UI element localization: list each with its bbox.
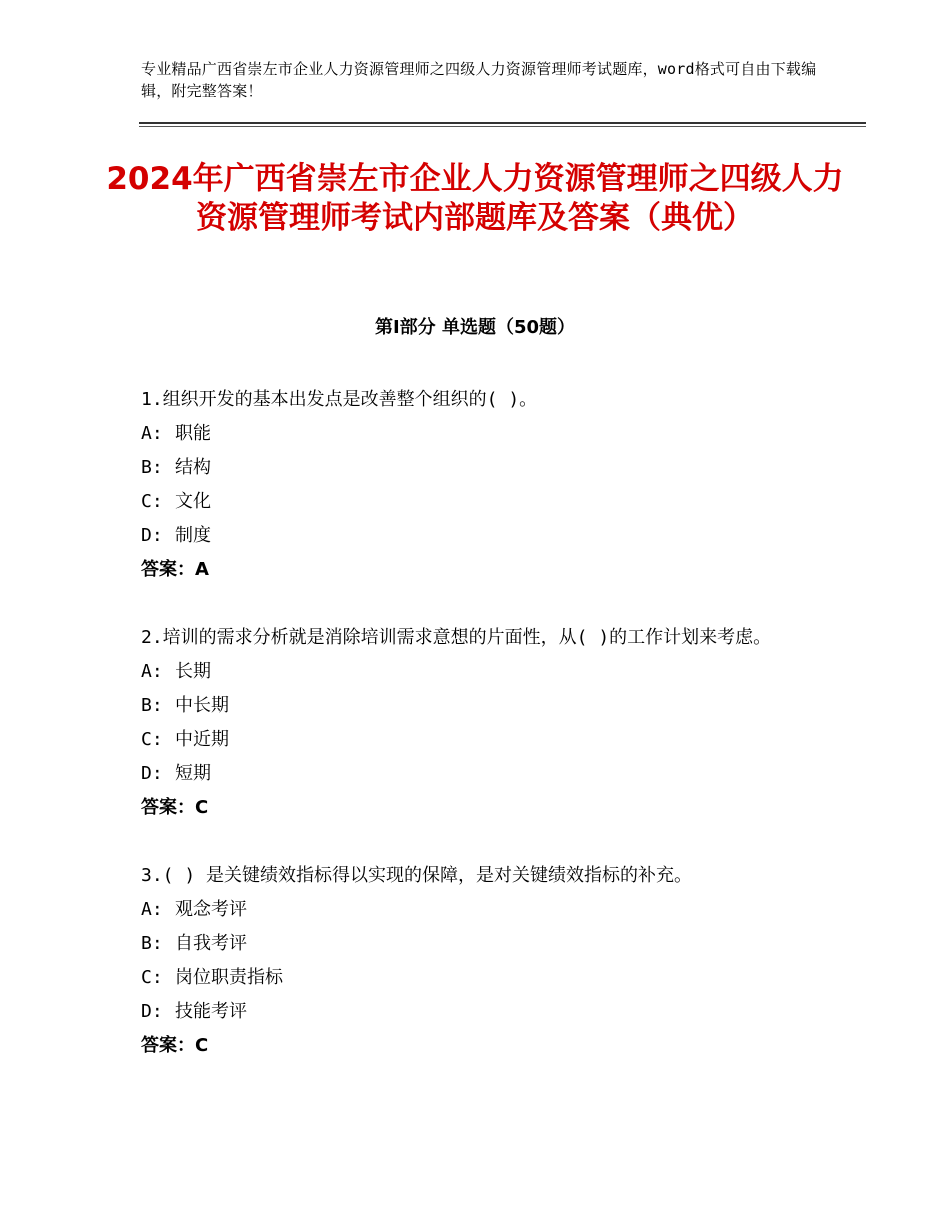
option-letter: B: bbox=[141, 457, 163, 478]
option-text: 技能考评 bbox=[175, 1001, 247, 1022]
option-letter: A: bbox=[141, 899, 163, 920]
option-letter: B: bbox=[141, 933, 163, 954]
option-text: 中长期 bbox=[175, 695, 229, 716]
option-b bbox=[141, 451, 821, 485]
question-stem: 1.组织开发的基本出发点是改善整个组织的( )。 bbox=[141, 389, 538, 410]
option-text: 制度 bbox=[175, 525, 211, 546]
option-a bbox=[141, 417, 821, 451]
option-d bbox=[141, 757, 821, 791]
question-2 bbox=[141, 621, 821, 825]
option-letter: D: bbox=[141, 1001, 163, 1022]
question-stem: 3.( ) 是关键绩效指标得以实现的保障，是对关键绩效指标的补充。 bbox=[141, 865, 693, 886]
option-b bbox=[141, 689, 821, 723]
question-stem: 2.培训的需求分析就是消除培训需求意想的片面性，从( )的工作计划来考虑。 bbox=[141, 627, 772, 648]
option-text: 中近期 bbox=[175, 729, 229, 750]
option-text: 岗位职责指标 bbox=[175, 967, 283, 988]
option-letter: D: bbox=[141, 525, 163, 546]
header-note: 专业精品广西省崇左市企业人力资源管理师之四级人力资源管理师考试题库，word格式可自由下载编辑，附完整答案！ bbox=[141, 60, 817, 100]
option-text: 观念考评 bbox=[175, 899, 247, 920]
option-c bbox=[141, 961, 821, 995]
header-divider-thin bbox=[139, 126, 866, 127]
option-letter: A: bbox=[141, 423, 163, 444]
answer-label: 答案：C bbox=[141, 797, 209, 818]
option-letter: C: bbox=[141, 967, 163, 988]
option-letter: A: bbox=[141, 661, 163, 682]
option-letter: C: bbox=[141, 729, 163, 750]
document-title: 2024年广西省崇左市企业人力资源管理师之四级人力资源管理师考试内部题库及答案（典优） bbox=[106, 161, 844, 236]
question-1 bbox=[141, 383, 821, 587]
option-text: 自我考评 bbox=[175, 933, 247, 954]
option-letter: C: bbox=[141, 491, 163, 512]
option-d bbox=[141, 519, 821, 553]
section-heading: 第Ⅰ部分 单选题（50题） bbox=[374, 317, 575, 338]
header-divider-thick bbox=[139, 122, 866, 124]
option-text: 结构 bbox=[175, 457, 211, 478]
option-c bbox=[141, 485, 821, 519]
option-text: 短期 bbox=[175, 763, 211, 784]
option-letter: D: bbox=[141, 763, 163, 784]
option-a bbox=[141, 655, 821, 689]
option-text: 长期 bbox=[175, 661, 211, 682]
option-d bbox=[141, 995, 821, 1029]
option-text: 职能 bbox=[175, 423, 211, 444]
option-text: 文化 bbox=[175, 491, 211, 512]
answer-label: 答案：A bbox=[141, 559, 209, 580]
option-b bbox=[141, 927, 821, 961]
answer-label: 答案：C bbox=[141, 1035, 209, 1056]
option-letter: B: bbox=[141, 695, 163, 716]
question-list bbox=[141, 383, 821, 1097]
question-3 bbox=[141, 859, 821, 1063]
option-a bbox=[141, 893, 821, 927]
option-c bbox=[141, 723, 821, 757]
